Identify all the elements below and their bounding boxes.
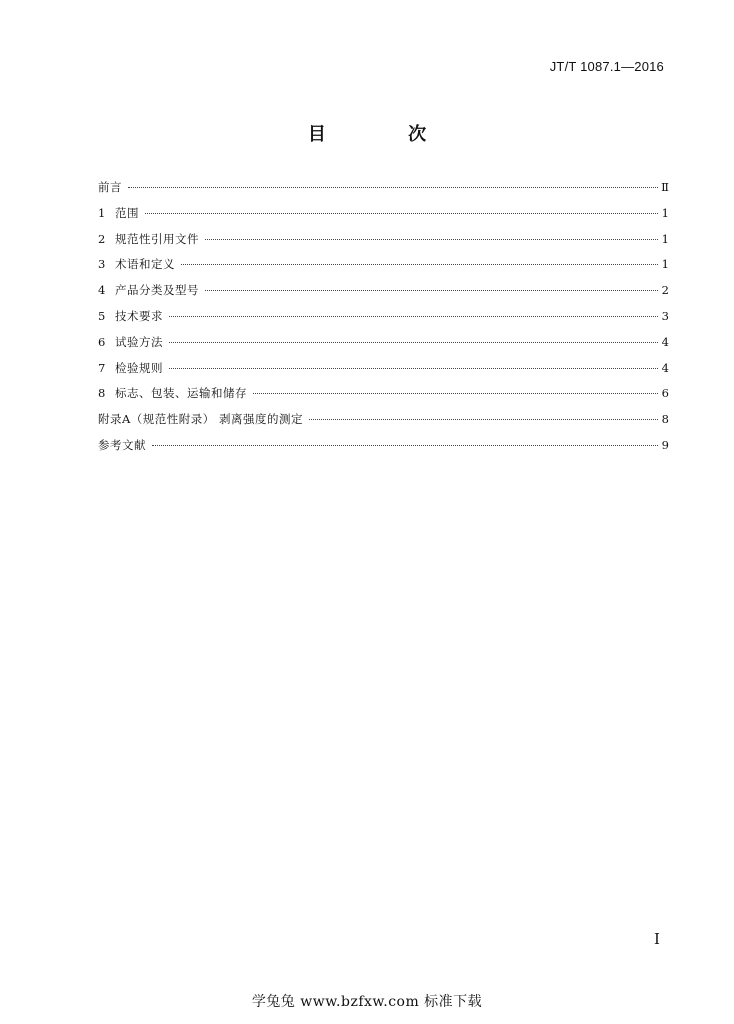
standard-code: JT/T 1087.1—2016 <box>549 59 664 74</box>
toc-entry-page: 4 <box>661 334 669 349</box>
toc-entry-number: 7 <box>98 360 106 375</box>
toc-entry-label: 附录A（规范性附录） 剥离强度的测定 <box>98 412 303 427</box>
toc-entry-number: 3 <box>98 257 106 272</box>
toc-entry-label: 技术要求 <box>115 308 163 323</box>
dot-leader <box>145 213 658 214</box>
toc-entry-label: 标志、包装、运输和储存 <box>115 386 247 401</box>
table-of-contents <box>98 178 669 462</box>
toc-entry-foreword[interactable] <box>98 178 669 204</box>
toc-entry-inspection-rules[interactable] <box>98 359 669 385</box>
toc-entry-page: 1 <box>661 257 669 272</box>
toc-entry-terms-definitions[interactable] <box>98 255 669 281</box>
toc-entry-number: 4 <box>98 283 106 298</box>
toc-entry-test-methods[interactable] <box>98 333 669 359</box>
toc-entry-page: 1 <box>661 205 669 220</box>
dot-leader <box>169 316 658 317</box>
toc-entry-marking-packaging[interactable] <box>98 384 669 410</box>
toc-entry-page: 2 <box>661 283 669 298</box>
dot-leader <box>169 368 658 369</box>
toc-entry-bibliography[interactable] <box>98 436 669 462</box>
toc-entry-requirements[interactable] <box>98 307 669 333</box>
toc-entry-label: 参考文献 <box>98 437 146 452</box>
toc-entry-number: 6 <box>98 334 106 349</box>
toc-entry-label: 范围 <box>115 205 139 220</box>
toc-entry-appendix-a[interactable] <box>98 410 669 436</box>
dot-leader <box>169 342 658 343</box>
toc-entry-page: 6 <box>661 386 669 401</box>
toc-entry-scope[interactable] <box>98 204 669 230</box>
dot-leader <box>181 264 658 265</box>
toc-entry-label: 检验规则 <box>115 360 163 375</box>
dot-leader <box>152 445 658 446</box>
dot-leader <box>128 187 658 188</box>
dot-leader <box>253 393 658 394</box>
toc-entry-page: 1 <box>661 231 669 246</box>
toc-entry-page: 4 <box>661 360 669 375</box>
dot-leader <box>205 239 658 240</box>
site-watermark: 学兔兔 www.bzfxw.com 标准下载 <box>251 994 483 1010</box>
toc-entry-number: 1 <box>98 205 106 220</box>
toc-entry-number: 8 <box>98 386 106 401</box>
toc-entry-label: 试验方法 <box>115 334 163 349</box>
toc-entry-page: 3 <box>661 308 669 323</box>
page-title: 目 次 <box>307 124 465 145</box>
toc-entry-normative-references[interactable] <box>98 230 669 256</box>
toc-entry-page: 9 <box>661 437 669 452</box>
dot-leader <box>309 419 658 420</box>
dot-leader <box>205 290 658 291</box>
toc-entry-page: 8 <box>661 412 669 427</box>
page-number: Ⅰ <box>654 930 660 948</box>
toc-entry-number: 5 <box>98 308 106 323</box>
toc-entry-classification[interactable] <box>98 281 669 307</box>
toc-entry-number: 2 <box>98 231 106 246</box>
toc-entry-label: 规范性引用文件 <box>115 231 199 246</box>
toc-entry-page: Ⅱ <box>661 180 669 194</box>
toc-entry-label: 术语和定义 <box>115 257 175 272</box>
toc-entry-label: 产品分类及型号 <box>115 283 199 298</box>
toc-entry-label: 前言 <box>98 180 122 194</box>
